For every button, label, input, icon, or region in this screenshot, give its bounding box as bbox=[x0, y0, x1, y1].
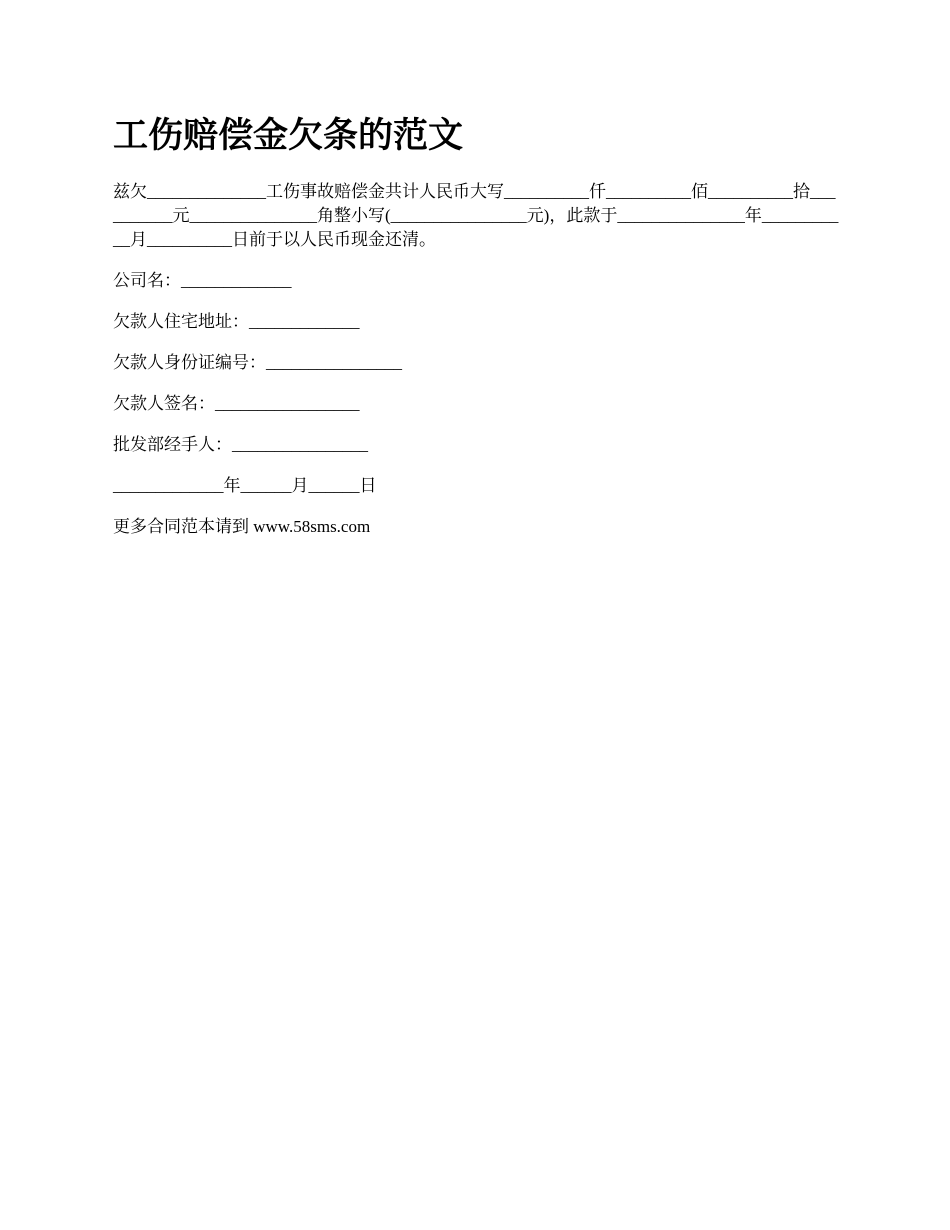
iou-body-paragraph: 兹欠______________工伤事故赔偿金共计人民币大写__________仟__________佰__________拾__________元_______________角整小写(________________元)，此款于_______________年___________月__________日前于以人民币现金还清。 bbox=[113, 182, 839, 249]
wholesale-handler-line: 批发部经手人：________________ bbox=[113, 435, 368, 454]
date-line: _____________年______月______日 bbox=[113, 476, 377, 495]
debtor-address-line: 欠款人住宅地址：_____________ bbox=[113, 312, 360, 331]
debtor-signature-line: 欠款人签名：_________________ bbox=[113, 394, 360, 413]
company-name-line: 公司名：_____________ bbox=[113, 271, 292, 290]
document-title: 工伤赔偿金欠条的范文 bbox=[113, 116, 464, 155]
more-templates-note: 更多合同范本请到 www.58sms.com bbox=[113, 517, 371, 536]
debtor-id-number-line: 欠款人身份证编号：________________ bbox=[113, 353, 402, 372]
document-page bbox=[113, 112, 841, 539]
